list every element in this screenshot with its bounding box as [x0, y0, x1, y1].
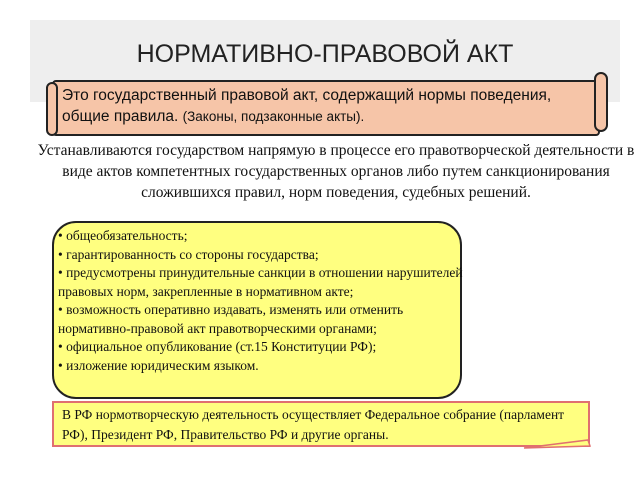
lawmaking-note — [52, 401, 590, 447]
feature-item: • гарантированность со стороны государства; — [58, 246, 473, 265]
scroll-roll-left — [46, 82, 58, 136]
definition-scroll — [52, 80, 606, 136]
note-text: В РФ нормотворческую деятельность осуществляет Федеральное собрание (парламент РФ), Президент РФ, Правительство РФ и другие органы. — [62, 407, 565, 442]
feature-item: • предусмотрены принудительные санкции в отношении нарушителей правовых норм, закрепленные в нормативном акте; — [58, 264, 473, 301]
features-box — [52, 221, 462, 399]
feature-item: • общеобязательность; — [58, 227, 473, 246]
feature-item: • изложение юридическим языком. — [58, 357, 473, 376]
features-list — [58, 227, 473, 375]
feature-item: • возможность оперативно издавать, изменять или отменить нормативно-правовой акт правотворческими органами; — [58, 301, 473, 338]
definition-note: (Законы, подзаконные акты). — [182, 109, 365, 124]
scroll-roll-right — [594, 72, 608, 132]
definition-main: Это государственный правовой акт, содержащий нормы поведения, общие правила. — [62, 87, 552, 125]
establishment-paragraph: Устанавливаются государством напрямую в процессе его правотворческой деятельности в виде актов компетентных государственных органов либо путем санкционирования сложившихся правил, норм поведения, судебных решений. — [37, 142, 635, 201]
feature-item: • официальное опубликование (ст.15 Конституции РФ); — [58, 338, 473, 357]
definition-text — [62, 85, 592, 127]
slide-title: НОРМАТИВНО-ПРАВОВОЙ АКТ — [136, 40, 514, 68]
note-fold-corner — [522, 438, 592, 452]
